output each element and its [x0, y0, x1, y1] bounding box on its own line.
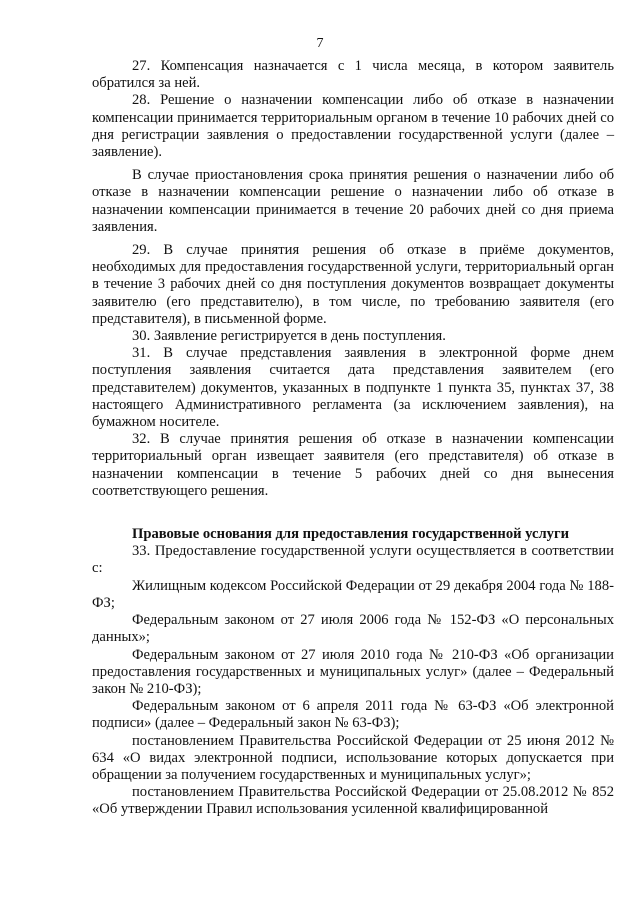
paragraph-29: 29. В случае принятия решения об отказе в приёме документов, необходимых для предоставления государственной услуги, территориальный орган в течение 3 рабочих дней со дня поступления документов возвращает документы заявителю (его представителю), в том числе, по требованию заявителя (его представителя), в письменной форме.: [92, 242, 614, 327]
legal-basis-item: Жилищным кодексом Российской Федерации от 29 декабря 2004 года № 188-ФЗ;: [92, 577, 614, 611]
section-heading: Правовые основания для предоставления государственной услуги: [132, 526, 570, 543]
paragraph-31: 31. В случае представления заявления в электронной форме днем поступления заявления считается дата представления заявителем (его представителем) документов, указанных в подпункте 1 пункта 35, пунктах 37, 38 настоящего Административного регламента (за исключением заявления), на бумажном носителе.: [92, 345, 614, 431]
paragraph-32: 32. В случае принятия решения об отказе в назначении компенсации территориальный орган извещает заявителя (его представителя) об отказе в назначении компенсации в течение 5 рабочих дней со дня вынесения соответствующего решения.: [92, 431, 614, 499]
legal-basis-item: Федеральным законом от 27 июля 2010 года № 210-ФЗ «Об организации предоставления государственных и муниципальных услуг» (далее – Федеральный закон № 210-ФЗ);: [92, 646, 614, 697]
legal-basis-item: Федеральным законом от 27 июля 2006 года № 152-ФЗ «О персональных данных»;: [92, 612, 614, 646]
paragraph-33: 33. Предоставление государственной услуги осуществляется в соответствии с:: [92, 543, 614, 577]
document-body: [92, 58, 614, 819]
page-number: 7: [316, 36, 324, 51]
legal-basis-item: постановлением Правительства Российской Федерации от 25.08.2012 № 852 «Об утверждении Правил использования усиленной квалифицированной: [92, 784, 614, 818]
legal-basis-item: постановлением Правительства Российской Федерации от 25 июня 2012 № 634 «О видах электронной подписи, использование которых допускается при обращении за получением государственных и муниципальных услуг»;: [92, 732, 614, 783]
paragraph-28-suspension: В случае приостановления срока принятия решения о назначении либо об отказе в назначении компенсации решение о назначении либо об отказе в назначении компенсации принимается в течение 20 рабочих дней со дня приема заявления.: [92, 167, 614, 235]
paragraph-30: 30. Заявление регистрируется в день поступления.: [132, 328, 446, 345]
paragraph-28: 28. Решение о назначении компенсации либо об отказе в назначении компенсации принимается территориальным органом в течение 10 рабочих дней со дня регистрации заявления о предоставлении государственной услуги (далее – заявление).: [92, 92, 614, 161]
legal-basis-item: Федеральным законом от 6 апреля 2011 года № 63-ФЗ «Об электронной подписи» (далее – Федеральный закон № 63-ФЗ);: [92, 698, 614, 732]
paragraph-27: 27. Компенсация назначается с 1 числа месяца, в котором заявитель обратился за ней.: [92, 58, 614, 92]
